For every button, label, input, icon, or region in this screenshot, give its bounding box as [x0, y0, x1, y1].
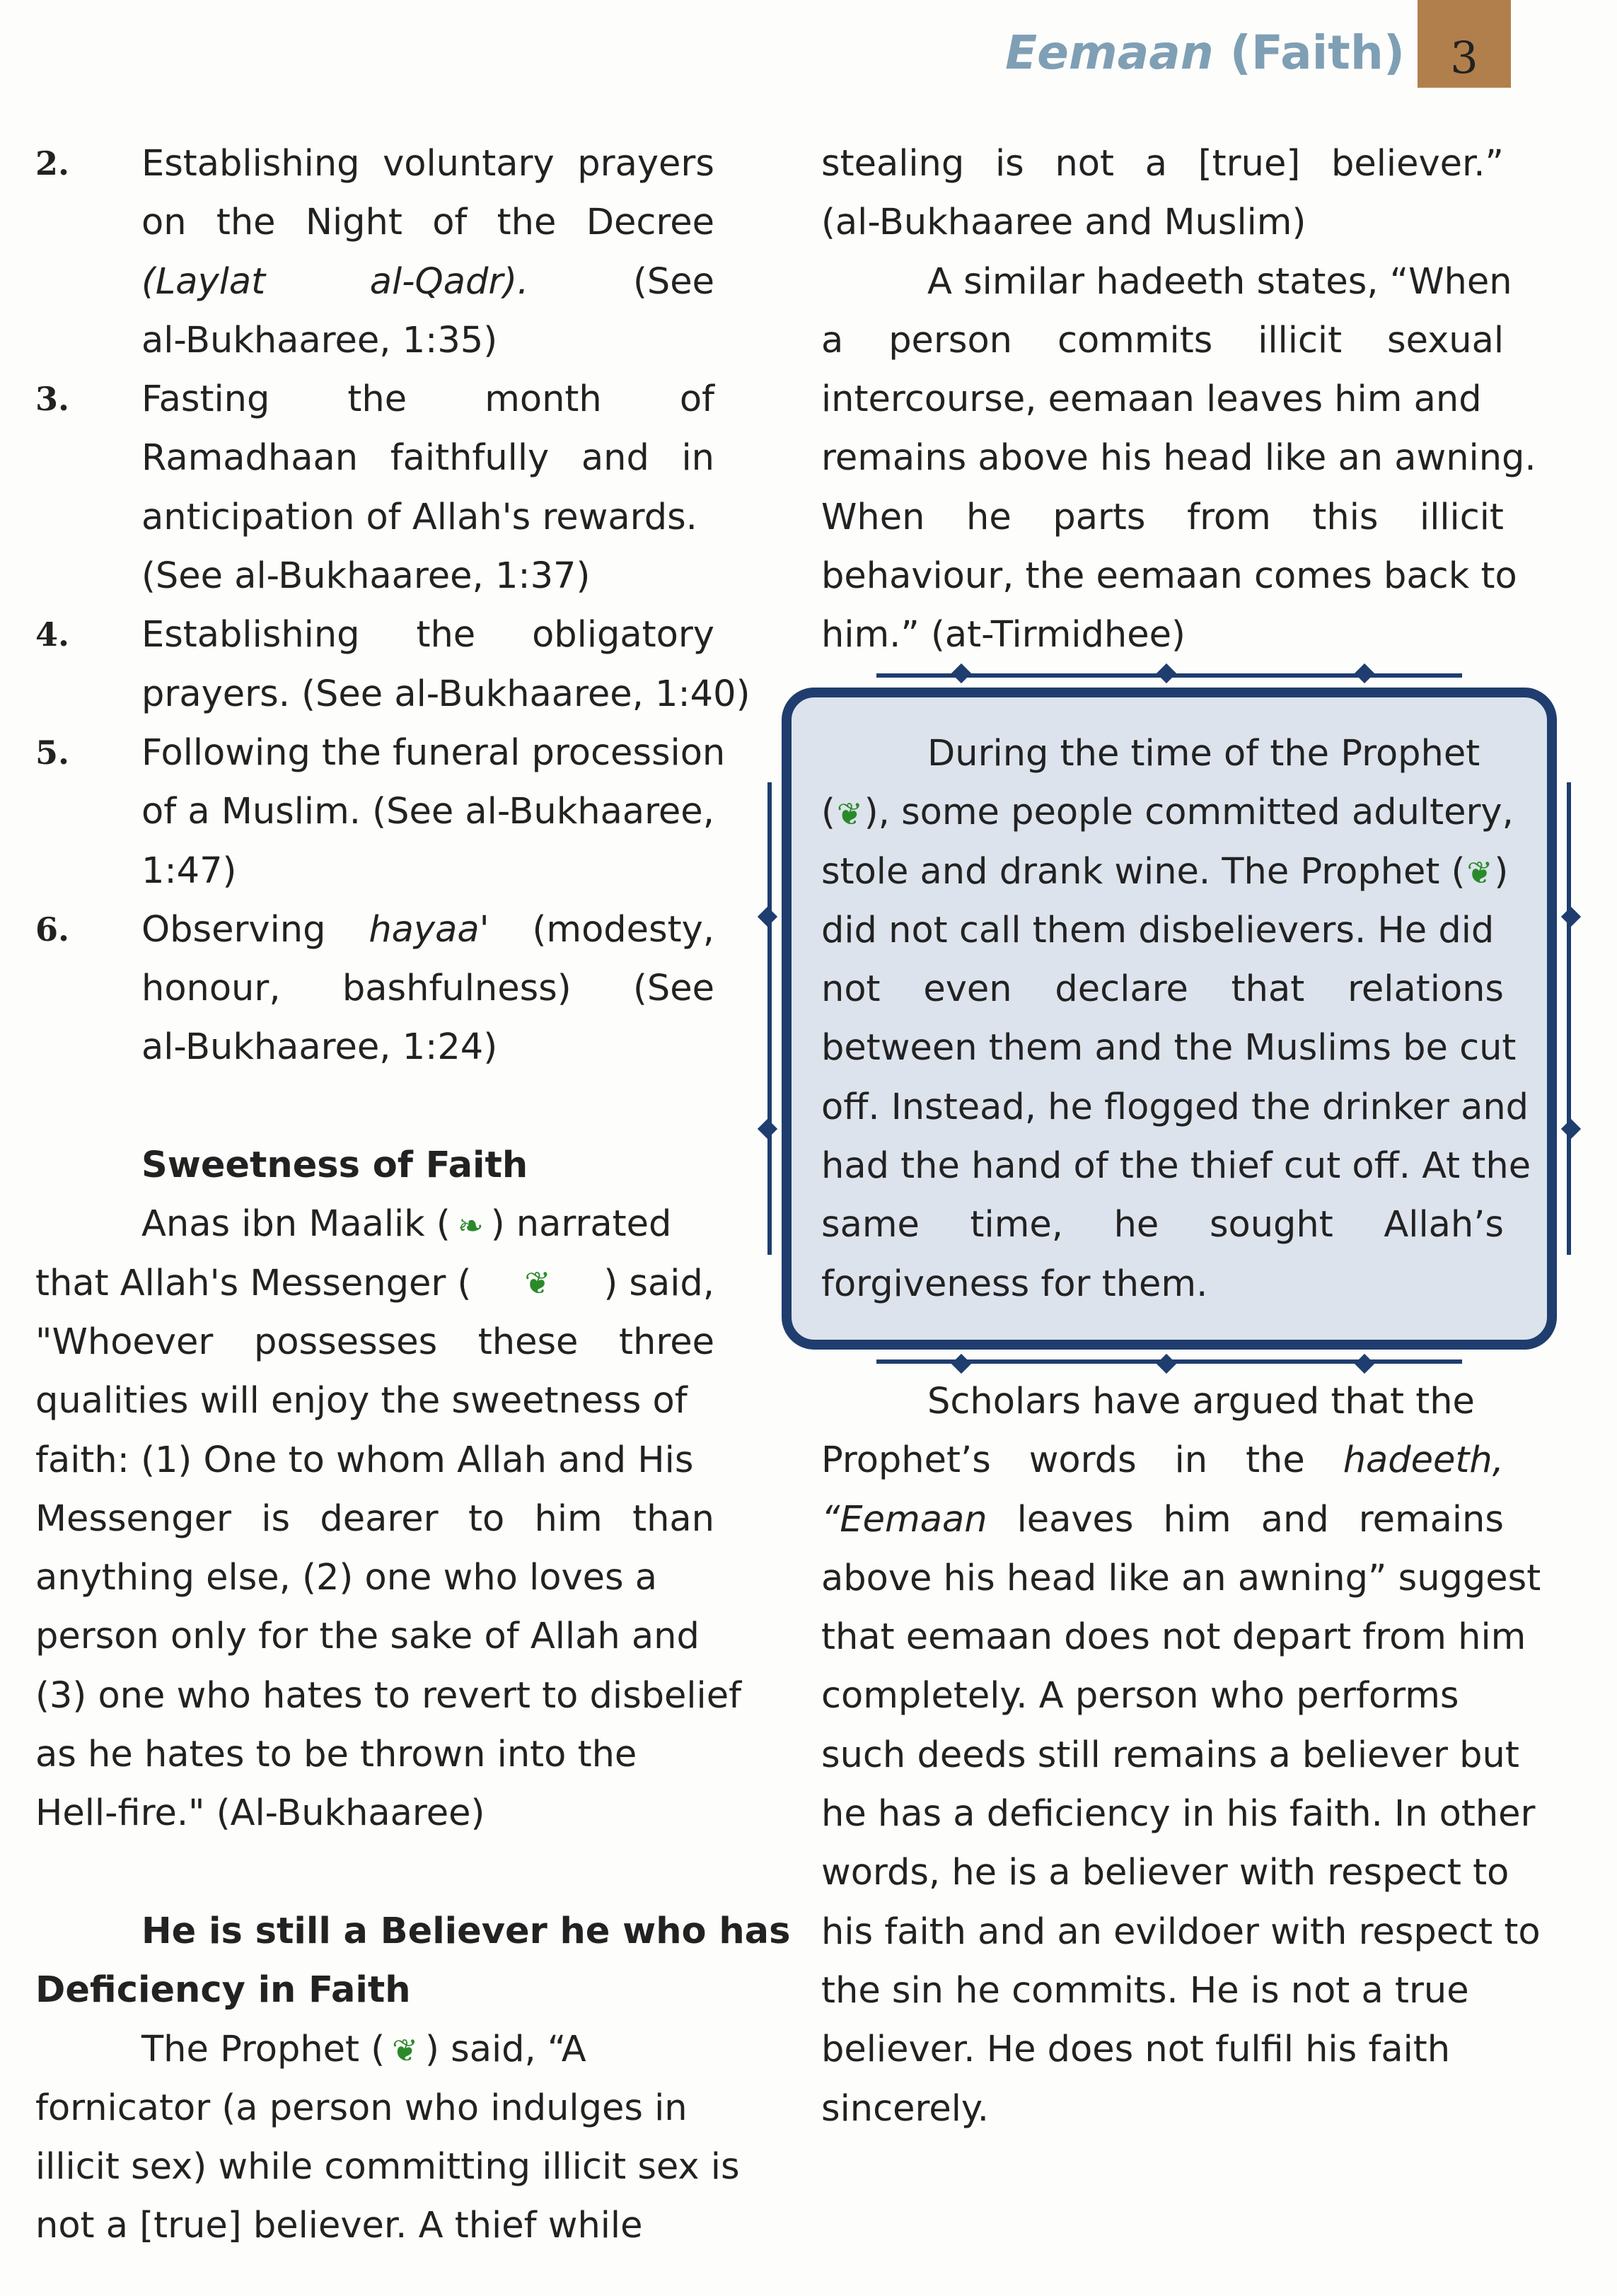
word: (Laylat: [141, 260, 266, 303]
word: of: [679, 378, 714, 421]
word: parts: [1053, 496, 1146, 538]
word: believer.”: [1331, 143, 1504, 185]
word: Observing: [141, 908, 326, 951]
word: prayers: [577, 143, 714, 185]
word: from: [1187, 496, 1271, 538]
pbuh-icon: ❦: [392, 2032, 419, 2069]
word: three: [619, 1321, 714, 1363]
list-item-line: (See al-Bukhaaree, 1:37): [141, 555, 591, 598]
word: relations: [1348, 968, 1504, 1011]
paragraph-line: [35, 1254, 714, 1313]
word: Ramadhaan: [141, 437, 359, 480]
header-title-main: Eemaan: [1005, 25, 1214, 80]
list-item-line: [35, 193, 714, 252]
ornament-diamond: [1561, 1119, 1581, 1139]
ornament-diamond: [951, 1354, 971, 1374]
box-line: off. Instead, he flogged the drinker and: [821, 1086, 1529, 1128]
paragraph-line: above his head like an awning” suggest: [821, 1557, 1541, 1599]
paragraph-line: (al-Bukhaaree and Muslim): [821, 202, 1306, 244]
text-fragment: stole and drank wine. The Prophet (: [821, 850, 1466, 893]
box-line: did not call them disbelievers. He did: [821, 909, 1495, 951]
paragraph-line: he has a deficiency in his faith. In other: [821, 1793, 1536, 1836]
word: is: [995, 143, 1024, 185]
box-line: [821, 1195, 1504, 1254]
paragraph-line: not a [true] believer. A thief while: [35, 2205, 643, 2247]
paragraph-line: person only for the sake of Allah and: [35, 1616, 700, 1658]
ornament-diamond: [1157, 1354, 1176, 1374]
ornament-diamond: [951, 663, 971, 683]
text-fragment: ) narrated: [490, 1203, 672, 1246]
word: is: [261, 1497, 291, 1540]
word: the: [1246, 1439, 1305, 1482]
list-number: 3.: [35, 380, 70, 419]
list-number: 4.: [35, 615, 70, 654]
text-fragment: Anas ibn Maalik (: [141, 1203, 451, 1246]
ornament-diamond: [1355, 663, 1374, 683]
word: than: [632, 1497, 714, 1540]
radiallahu-anhu-icon: ❧: [457, 1207, 484, 1244]
word: to: [468, 1497, 505, 1540]
paragraph-line: remains above his head like an awning.: [821, 437, 1536, 480]
ornament-diamond: [1355, 1354, 1374, 1374]
paragraph-line: [35, 1195, 714, 1253]
justified-line: [141, 134, 714, 193]
word: When: [821, 496, 925, 538]
word: of: [432, 202, 468, 244]
paragraph-line: [35, 1313, 714, 1372]
paragraph-line: qualities will enjoy the sweetness of: [35, 1380, 688, 1422]
paragraph-line: believer. He does not fulfil his faith: [821, 2029, 1451, 2071]
text-fragment: ) said,: [603, 1262, 714, 1304]
word: Establishing: [141, 614, 360, 656]
word: these: [477, 1321, 579, 1363]
paragraph-line: fornicator (a person who indulges in: [35, 2087, 688, 2129]
box-ornament-right: [1567, 782, 1571, 1255]
paragraph-line: intercourse, eemaan leaves him and: [821, 378, 1482, 421]
paragraph-line: as he hates to be thrown into the: [35, 1734, 637, 1776]
word: Decree: [586, 202, 714, 244]
paragraph-line: [35, 1490, 714, 1548]
paragraph-line: [35, 2020, 714, 2079]
word: on: [141, 202, 187, 244]
paragraph-line: sincerely.: [821, 2087, 989, 2130]
word: (See: [632, 260, 714, 303]
box-line: During the time of the Prophet: [927, 733, 1480, 775]
paragraph-line: anything else, (2) one who loves a: [35, 1557, 658, 1599]
word: hayaa': [369, 908, 489, 951]
justified-line: [141, 193, 714, 252]
box-line: [821, 842, 1509, 901]
paragraph-line: words, he is a believer with respect to: [821, 1852, 1509, 1894]
text-fragment: ) said, “A: [425, 2028, 586, 2070]
word: sexual: [1387, 319, 1504, 361]
word: obligatory: [532, 614, 714, 656]
word: honour,: [141, 968, 281, 1010]
pbuh-icon: ❦: [836, 796, 863, 833]
info-box-text: [821, 724, 1531, 1314]
word: a: [821, 319, 844, 361]
word: the: [347, 378, 407, 421]
box-line: [821, 960, 1504, 1019]
list-item-line: prayers. (See al-Bukhaaree, 1:40): [141, 673, 750, 715]
box-line: [821, 783, 1514, 842]
pbuh-icon: ❦: [524, 1265, 551, 1301]
word: not: [821, 968, 881, 1011]
right-column: [821, 134, 1536, 665]
paragraph-line: the sin he commits. He is not a true: [821, 1969, 1469, 2012]
box-ornament-left: [767, 782, 772, 1255]
paragraph-line: (3) one who hates to revert to disbelief: [35, 1674, 742, 1717]
paragraph-line: that eemaan does not depart from him: [821, 1616, 1526, 1659]
text-fragment: The Prophet (: [141, 2028, 386, 2070]
word: sought: [1209, 1204, 1333, 1246]
paragraph-line: illicit sex) while committing illicit sex is: [35, 2146, 740, 2188]
ornament-diamond: [1561, 907, 1581, 927]
paragraph-line: completely. A person who performs: [821, 1675, 1459, 1717]
word: Establishing: [141, 143, 360, 185]
text-fragment: (: [821, 792, 835, 834]
word: al-Qadr).: [369, 260, 529, 303]
word: bashfulness): [342, 968, 572, 1010]
word: declare: [1055, 968, 1188, 1011]
word: words: [1028, 1439, 1137, 1482]
word: possesses: [253, 1321, 438, 1363]
text-fragment: that Allah's Messenger (: [35, 1262, 472, 1304]
word: time,: [970, 1204, 1063, 1246]
paragraph-line: him.” (at-Tirmidhee): [821, 614, 1186, 656]
paragraph-line: behaviour, the eemaan comes back to: [821, 555, 1517, 598]
word: leaves: [1016, 1498, 1134, 1541]
list-number: 6.: [35, 910, 70, 949]
justified-line: [141, 605, 714, 664]
text-fragment: ), some people committed adultery,: [864, 792, 1514, 834]
paragraph-line: Hell-fire." (Al-Bukhaaree): [35, 1792, 485, 1835]
paragraph-line: [821, 1490, 1504, 1549]
word: illicit: [1258, 319, 1343, 361]
list-item-line: 1:47): [141, 850, 237, 892]
pbuh-icon: ❦: [1466, 854, 1493, 891]
section-heading: Sweetness of Faith: [141, 1144, 528, 1187]
word: commits: [1057, 319, 1213, 361]
word: person: [888, 319, 1013, 361]
word: Allah’s: [1384, 1204, 1504, 1246]
list-item-line: anticipation of Allah's rewards.: [141, 496, 697, 538]
word: Fasting: [141, 378, 270, 421]
word: month: [485, 378, 602, 421]
word: the: [416, 614, 476, 656]
paragraph-line: faith: (1) One to whom Allah and His: [35, 1439, 694, 1481]
word: illicit: [1420, 496, 1504, 538]
justified-line: [141, 253, 714, 311]
word: Night: [305, 202, 402, 244]
word: remains: [1358, 1498, 1504, 1541]
box-line: had the hand of the thief cut off. At the: [821, 1145, 1531, 1188]
text-fragment: ): [1494, 850, 1509, 893]
list-item-4-line: [35, 605, 714, 664]
word: he: [966, 496, 1012, 538]
paragraph-line: his faith and an evildoer with respect to: [821, 1911, 1541, 1953]
word: and: [581, 437, 649, 480]
word: dearer: [320, 1497, 439, 1540]
list-item-3-line: [35, 370, 714, 429]
word: (modesty,: [532, 908, 714, 951]
list-item-line: al-Bukhaaree, 1:35): [141, 319, 498, 361]
list-item-5-line: [35, 724, 726, 782]
box-line: between them and the Muslims be cut: [821, 1027, 1517, 1069]
word: the: [497, 202, 557, 244]
page-number-tab: [1418, 0, 1511, 88]
word: Prophet’s: [821, 1439, 991, 1482]
word: [true]: [1198, 143, 1301, 185]
word: faithfully: [390, 437, 550, 480]
word: in: [1174, 1439, 1208, 1482]
word: in: [681, 437, 714, 480]
word: even: [923, 968, 1012, 1011]
word: that: [1231, 968, 1305, 1011]
list-number: 5.: [35, 733, 70, 772]
word: hadeeth,: [1343, 1439, 1504, 1482]
list-item-line: of a Muslim. (See al-Bukhaaree,: [141, 791, 714, 833]
list-item-line: [35, 253, 714, 311]
justified-line: [141, 959, 714, 1018]
list-number: 2.: [35, 144, 70, 182]
word: same: [821, 1204, 920, 1246]
page-number: 3: [1450, 32, 1478, 83]
list-item-line: al-Bukhaaree, 1:24): [141, 1026, 498, 1069]
right-column-lower: [821, 1372, 1541, 2138]
word: "Whoever: [35, 1321, 214, 1363]
word: him: [534, 1497, 603, 1540]
paragraph-line: such deeds still remains a believer but: [821, 1734, 1519, 1776]
item-text: Following the funeral procession: [141, 731, 726, 774]
header-title-paren: (Faith): [1229, 25, 1405, 80]
ornament-diamond: [758, 1119, 777, 1139]
word: the: [216, 202, 276, 244]
paragraph-line: A similar hadeeth states, “When: [927, 260, 1512, 303]
word: him: [1163, 1498, 1231, 1541]
section-heading-cont: Deficiency in Faith: [35, 1969, 411, 2012]
justified-line: [141, 900, 714, 959]
list-item-line: [35, 959, 714, 1018]
word: and: [1260, 1498, 1329, 1541]
left-column: [35, 134, 791, 2256]
running-header: [1005, 25, 1405, 80]
paragraph-line: [821, 488, 1504, 547]
word: Messenger: [35, 1497, 231, 1540]
word: this: [1312, 496, 1379, 538]
list-item-line: [35, 429, 714, 487]
word: he: [1113, 1204, 1159, 1246]
justified-line: [141, 429, 714, 487]
word: voluntary: [383, 143, 555, 185]
ornament-diamond: [1157, 663, 1176, 683]
word: stealing: [821, 143, 965, 185]
word: “Eemaan: [821, 1498, 987, 1541]
list-item-2-line: [35, 134, 714, 193]
word: not: [1055, 143, 1115, 185]
word: (See: [632, 968, 714, 1010]
paragraph-line: [821, 311, 1504, 370]
paragraph-line: [821, 134, 1504, 193]
paragraph-line: [821, 1431, 1504, 1490]
box-line: forgiveness for them.: [821, 1263, 1208, 1305]
justified-line: [141, 370, 714, 429]
ornament-diamond: [758, 907, 777, 927]
word: a: [1144, 143, 1168, 185]
list-item-6-line: [35, 900, 714, 959]
section-heading: He is still a Believer he who has: [141, 1910, 791, 1952]
paragraph-line: Scholars have argued that the: [927, 1381, 1475, 1422]
